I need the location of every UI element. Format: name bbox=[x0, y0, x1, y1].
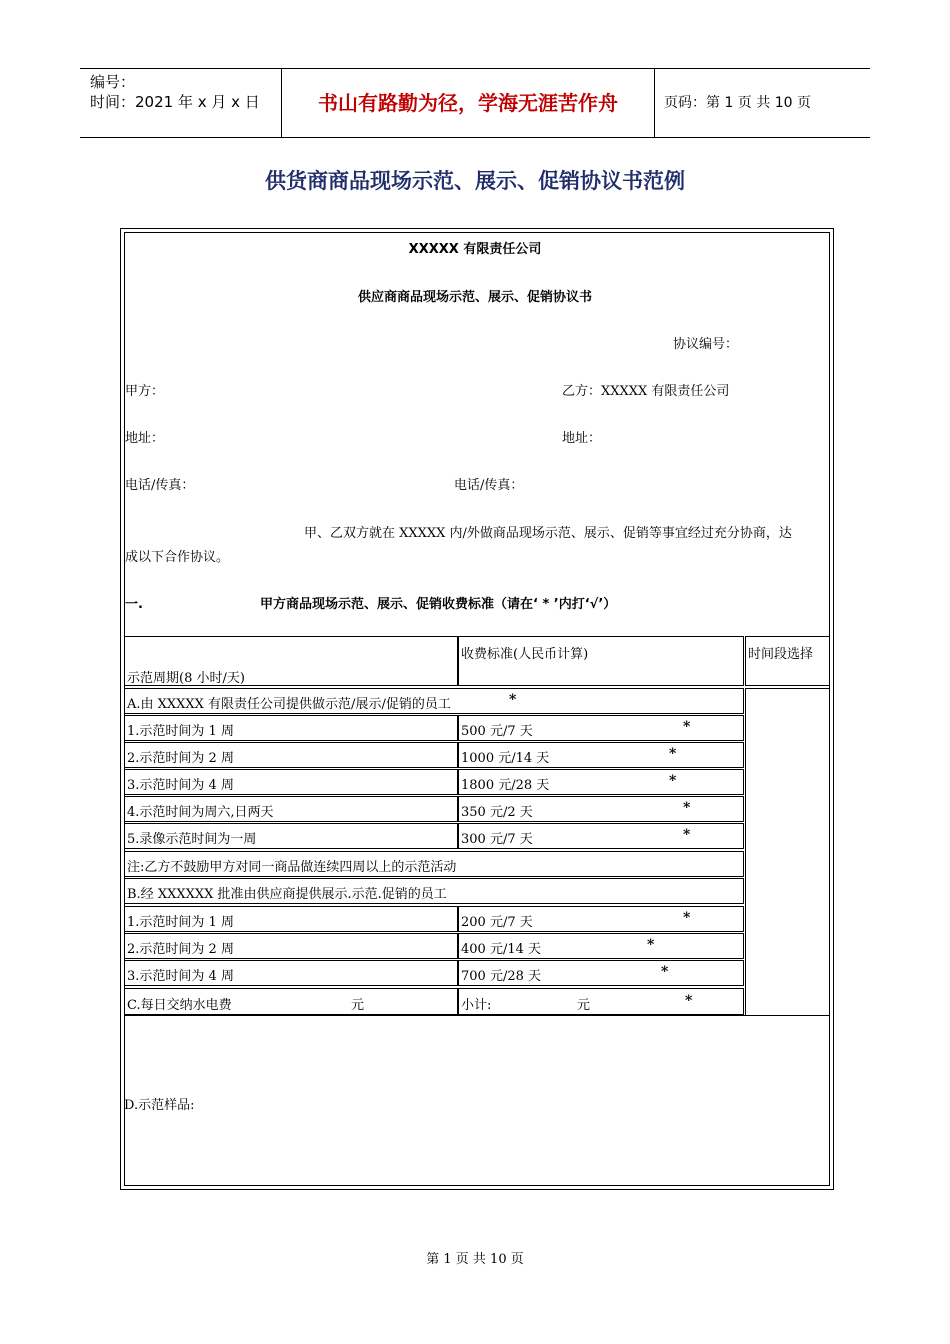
table-row bbox=[458, 715, 744, 741]
table-row bbox=[458, 823, 744, 849]
note-row bbox=[124, 851, 744, 877]
period-cell: 1.示范时间为 1 周 bbox=[127, 915, 234, 930]
intro-line-1: 甲、乙双方就在 XXXXX 内/外做商品现场示范、展示、促销等事宜经过充分协商，达 bbox=[304, 526, 792, 541]
party-a-label: 甲方： bbox=[125, 384, 165, 399]
section-b-row bbox=[124, 878, 744, 904]
fee-cell: 400 元/14 天 bbox=[461, 942, 541, 957]
col-header-timeslot-text: 时间段选择 bbox=[748, 647, 814, 662]
table-row bbox=[458, 769, 744, 795]
party-b-label: 乙方：XXXXX 有限责任公司 bbox=[562, 384, 730, 399]
select-star[interactable]: * bbox=[683, 827, 691, 843]
select-star[interactable]: * bbox=[683, 800, 691, 816]
table-row bbox=[458, 906, 744, 932]
subtotal-unit: 元 bbox=[577, 998, 591, 1013]
select-star[interactable]: * bbox=[669, 773, 677, 789]
select-star[interactable]: * bbox=[661, 964, 669, 980]
col-header-fee-text: 收费标准(人民币计算) bbox=[461, 647, 589, 662]
subtotal-row bbox=[458, 988, 744, 1015]
period-cell: 2.示范时间为 2 周 bbox=[127, 751, 234, 766]
table-row bbox=[124, 742, 458, 768]
date-label: 时间：2021 年 x 月 x 日 bbox=[90, 93, 260, 111]
select-star[interactable]: * bbox=[647, 937, 655, 953]
address-b-label: 地址： bbox=[562, 431, 602, 446]
fee-cell: 1000 元/14 天 bbox=[461, 751, 550, 766]
timeslot-column bbox=[745, 688, 830, 1016]
table-row bbox=[458, 933, 744, 959]
header-page-label: 页码：第 1 页 共 10 页 bbox=[664, 95, 811, 111]
document-title: 供货商商品现场示范、展示、促销协议书范例 bbox=[265, 169, 685, 193]
table-row bbox=[458, 742, 744, 768]
section-a-star[interactable]: * bbox=[509, 692, 517, 708]
fee-cell: 500 元/7 天 bbox=[461, 724, 533, 739]
fee-cell: 350 元/2 天 bbox=[461, 805, 533, 820]
period-cell: 1.示范时间为 1 周 bbox=[127, 724, 234, 739]
number-label: 编号： bbox=[90, 73, 136, 91]
section-a-text: A.由 XXXXX 有限责任公司提供做示范/展示/促销的员工 bbox=[127, 697, 451, 712]
section-number: 一. bbox=[125, 597, 143, 612]
period-cell: 3.示范时间为 4 周 bbox=[127, 778, 234, 793]
col-header-timeslot bbox=[745, 636, 830, 686]
period-cell: 5.录像示范时间为一周 bbox=[127, 832, 257, 847]
select-star[interactable]: * bbox=[685, 993, 693, 1009]
period-cell: 4.示范时间为周六,日两天 bbox=[127, 805, 274, 820]
table-row bbox=[124, 823, 458, 849]
section-b-text: B.经 XXXXXX 批准由供应商提供展示.示范.促销的员工 bbox=[127, 887, 447, 902]
agreement-number-label: 协议编号： bbox=[673, 337, 739, 352]
col-header-period-text: 示范周期(8 小时/天) bbox=[127, 671, 245, 686]
header-meta bbox=[80, 69, 280, 137]
table-bottom-line bbox=[124, 1015, 830, 1016]
section-d-label: D.示范样品: bbox=[124, 1098, 195, 1113]
address-a-label: 地址： bbox=[125, 431, 165, 446]
phone-a-label: 电话/传真： bbox=[125, 478, 195, 493]
table-row bbox=[124, 960, 458, 986]
fee-cell: 700 元/28 天 bbox=[461, 969, 541, 984]
select-star[interactable]: * bbox=[683, 910, 691, 926]
intro-line-2: 成以下合作协议。 bbox=[125, 550, 230, 565]
page-footer: 第 1 页 共 10 页 bbox=[426, 1252, 524, 1267]
section-title: 甲方商品现场示范、展示、促销收费标准（请在‘ * ’内打‘√’） bbox=[260, 597, 617, 612]
section-a-row bbox=[124, 688, 744, 714]
section-c-label: C.每日交纳水电费 bbox=[127, 998, 232, 1013]
section-c-unit: 元 bbox=[351, 998, 365, 1013]
table-row bbox=[458, 796, 744, 822]
fee-cell: 200 元/7 天 bbox=[461, 915, 533, 930]
section-c-row bbox=[124, 988, 458, 1015]
table-row bbox=[124, 715, 458, 741]
col-header-fee bbox=[458, 636, 744, 686]
table-row bbox=[124, 906, 458, 932]
fee-cell: 300 元/7 天 bbox=[461, 832, 533, 847]
phone-b-label: 电话/传真： bbox=[454, 478, 524, 493]
note-text: 注:乙方不鼓励甲方对同一商品做连续四周以上的示范活动 bbox=[127, 860, 457, 875]
agreement-subtitle: 供应商商品现场示范、展示、促销协议书 bbox=[357, 290, 592, 305]
subtotal-label: 小计: bbox=[461, 998, 492, 1013]
period-cell: 2.示范时间为 2 周 bbox=[127, 942, 234, 957]
table-row bbox=[124, 933, 458, 959]
header-motto: 书山有路勤为径，学海无涯苦作舟 bbox=[281, 69, 655, 137]
table-row bbox=[458, 960, 744, 986]
col-header-period bbox=[124, 636, 458, 686]
select-star[interactable]: * bbox=[669, 746, 677, 762]
company-name: XXXXX 有限责任公司 bbox=[408, 242, 542, 257]
page-header bbox=[80, 68, 870, 138]
table-row bbox=[124, 769, 458, 795]
period-cell: 3.示范时间为 4 周 bbox=[127, 969, 234, 984]
table-row bbox=[124, 796, 458, 822]
fee-cell: 1800 元/28 天 bbox=[461, 778, 550, 793]
select-star[interactable]: * bbox=[683, 719, 691, 735]
